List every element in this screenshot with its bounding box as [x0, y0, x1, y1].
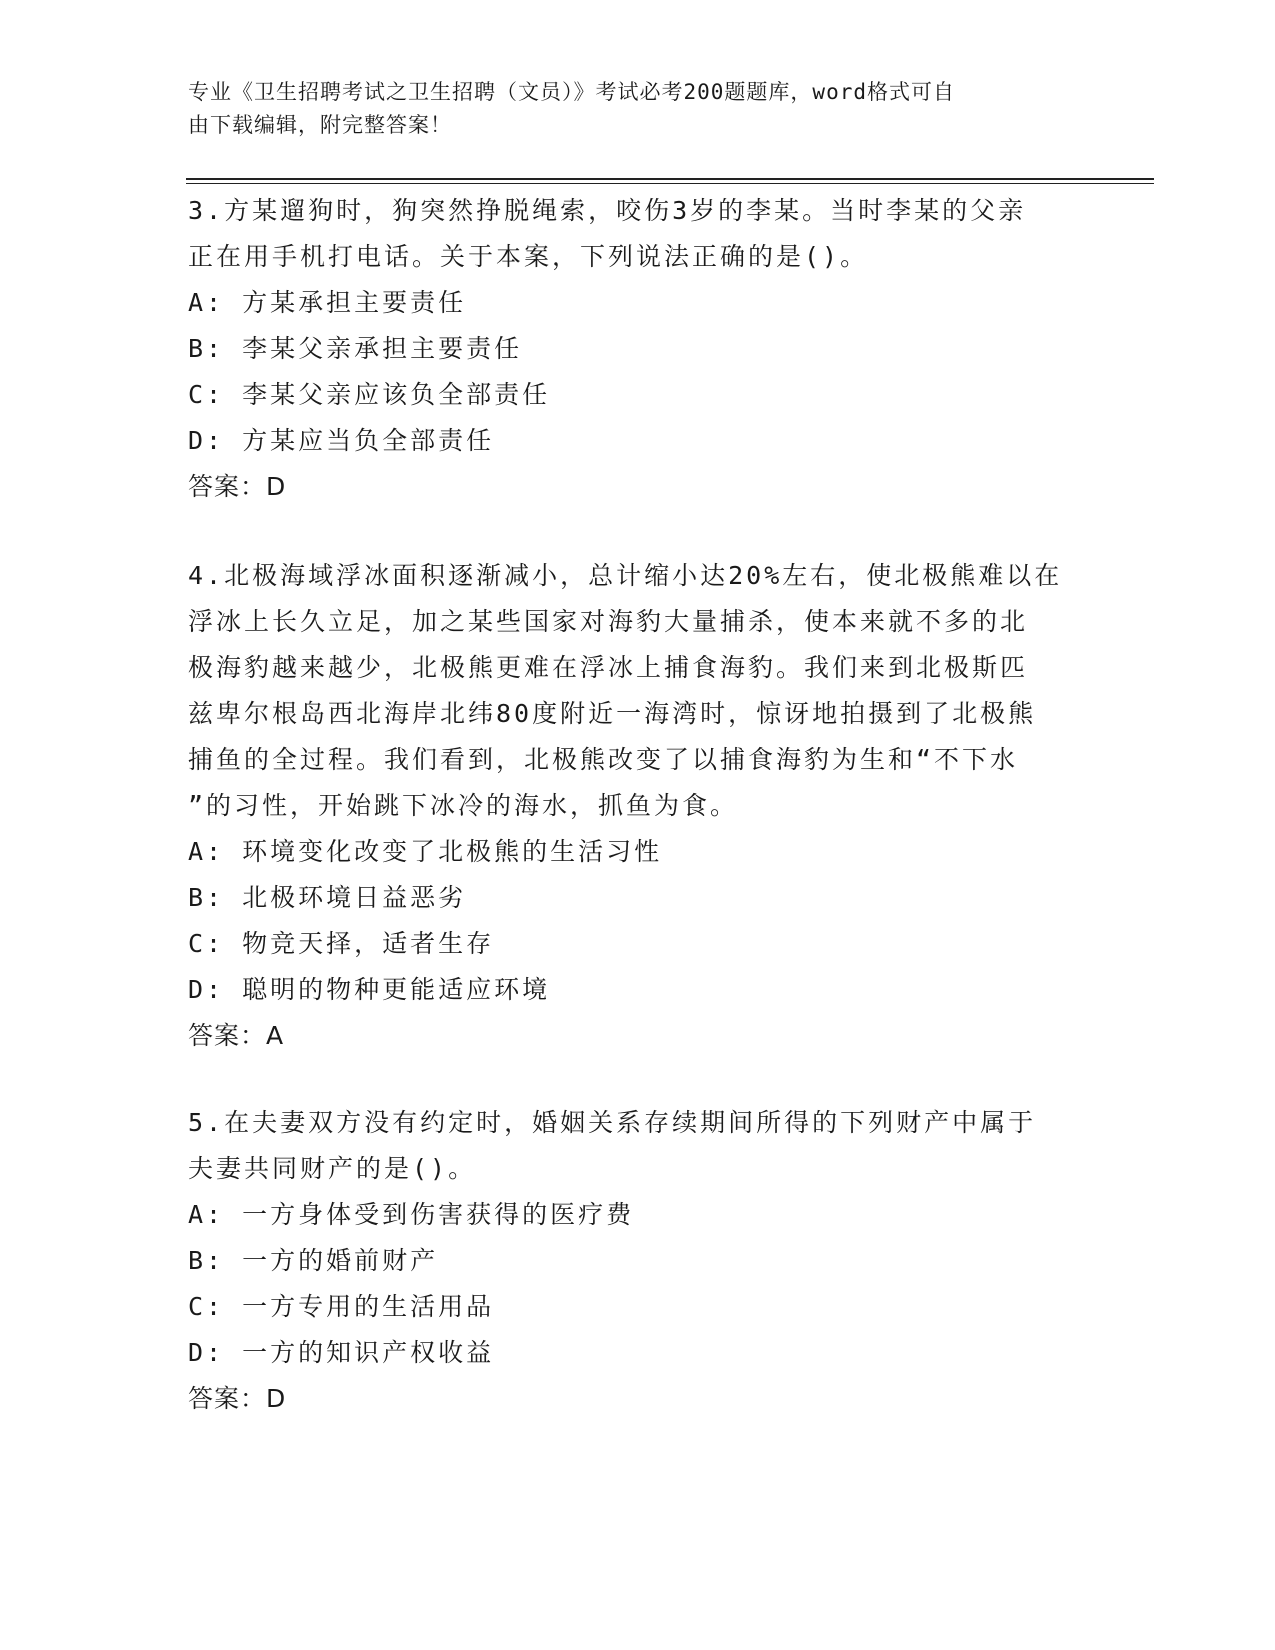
option-b: B: 北极环境日益恶劣	[188, 883, 467, 912]
option-a: A: 环境变化改变了北极熊的生活习性	[188, 837, 663, 866]
header-divider-thin	[186, 183, 1154, 184]
answer: 答案：D	[188, 472, 287, 501]
question-stem: 极海豹越来越少，北极熊更难在浮冰上捕食海豹。我们来到北极斯匹	[188, 653, 1029, 682]
option-c: C: 一方专用的生活用品	[188, 1292, 495, 1321]
question-stem: ”的习性，开始跳下冰冷的海水，抓鱼为食。	[188, 791, 739, 820]
option-b: B: 李某父亲承担主要责任	[188, 334, 523, 363]
question-stem: 夫妻共同财产的是()。	[188, 1154, 477, 1183]
question-stem: 捕鱼的全过程。我们看到，北极熊改变了以捕食海豹为生和“不下水	[188, 745, 1019, 774]
question-stem: 兹卑尔根岛西北海岸北纬80度附近一海湾时，惊讶地拍摄到了北极熊	[188, 699, 1037, 728]
question-4	[188, 553, 1088, 1059]
question-stem: 5.在夫妻双方没有约定时，婚姻关系存续期间所得的下列财产中属于	[188, 1108, 1037, 1137]
answer: 答案：D	[188, 1384, 287, 1413]
question-3	[188, 188, 1088, 510]
option-a: A: 方某承担主要责任	[188, 288, 467, 317]
option-d: D: 聪明的物种更能适应环境	[188, 975, 551, 1004]
option-b: B: 一方的婚前财产	[188, 1246, 439, 1275]
question-stem: 4.北极海域浮冰面积逐渐减小，总计缩小达20%左右，使北极熊难以在	[188, 561, 1063, 590]
option-c: C: 物竞天择，适者生存	[188, 929, 495, 958]
option-a: A: 一方身体受到伤害获得的医疗费	[188, 1200, 635, 1229]
option-d: D: 一方的知识产权收益	[188, 1338, 495, 1367]
header-divider	[186, 178, 1154, 180]
question-stem: 浮冰上长久立足，加之某些国家对海豹大量捕杀，使本来就不多的北	[188, 607, 1029, 636]
answer: 答案：A	[188, 1021, 285, 1050]
question-stem: 正在用手机打电话。关于本案，下列说法正确的是()。	[188, 242, 869, 271]
header-line: 由下载编辑，附完整答案！	[188, 113, 452, 137]
header-line: 专业《卫生招聘考试之卫生招聘（文员）》考试必考200题题库，word格式可自	[188, 80, 955, 104]
option-c: C: 李某父亲应该负全部责任	[188, 380, 551, 409]
question-5	[188, 1100, 1088, 1422]
document-header	[188, 76, 1068, 142]
option-d: D: 方某应当负全部责任	[188, 426, 495, 455]
question-stem: 3.方某遛狗时，狗突然挣脱绳索，咬伤3岁的李某。当时李某的父亲	[188, 196, 1027, 225]
